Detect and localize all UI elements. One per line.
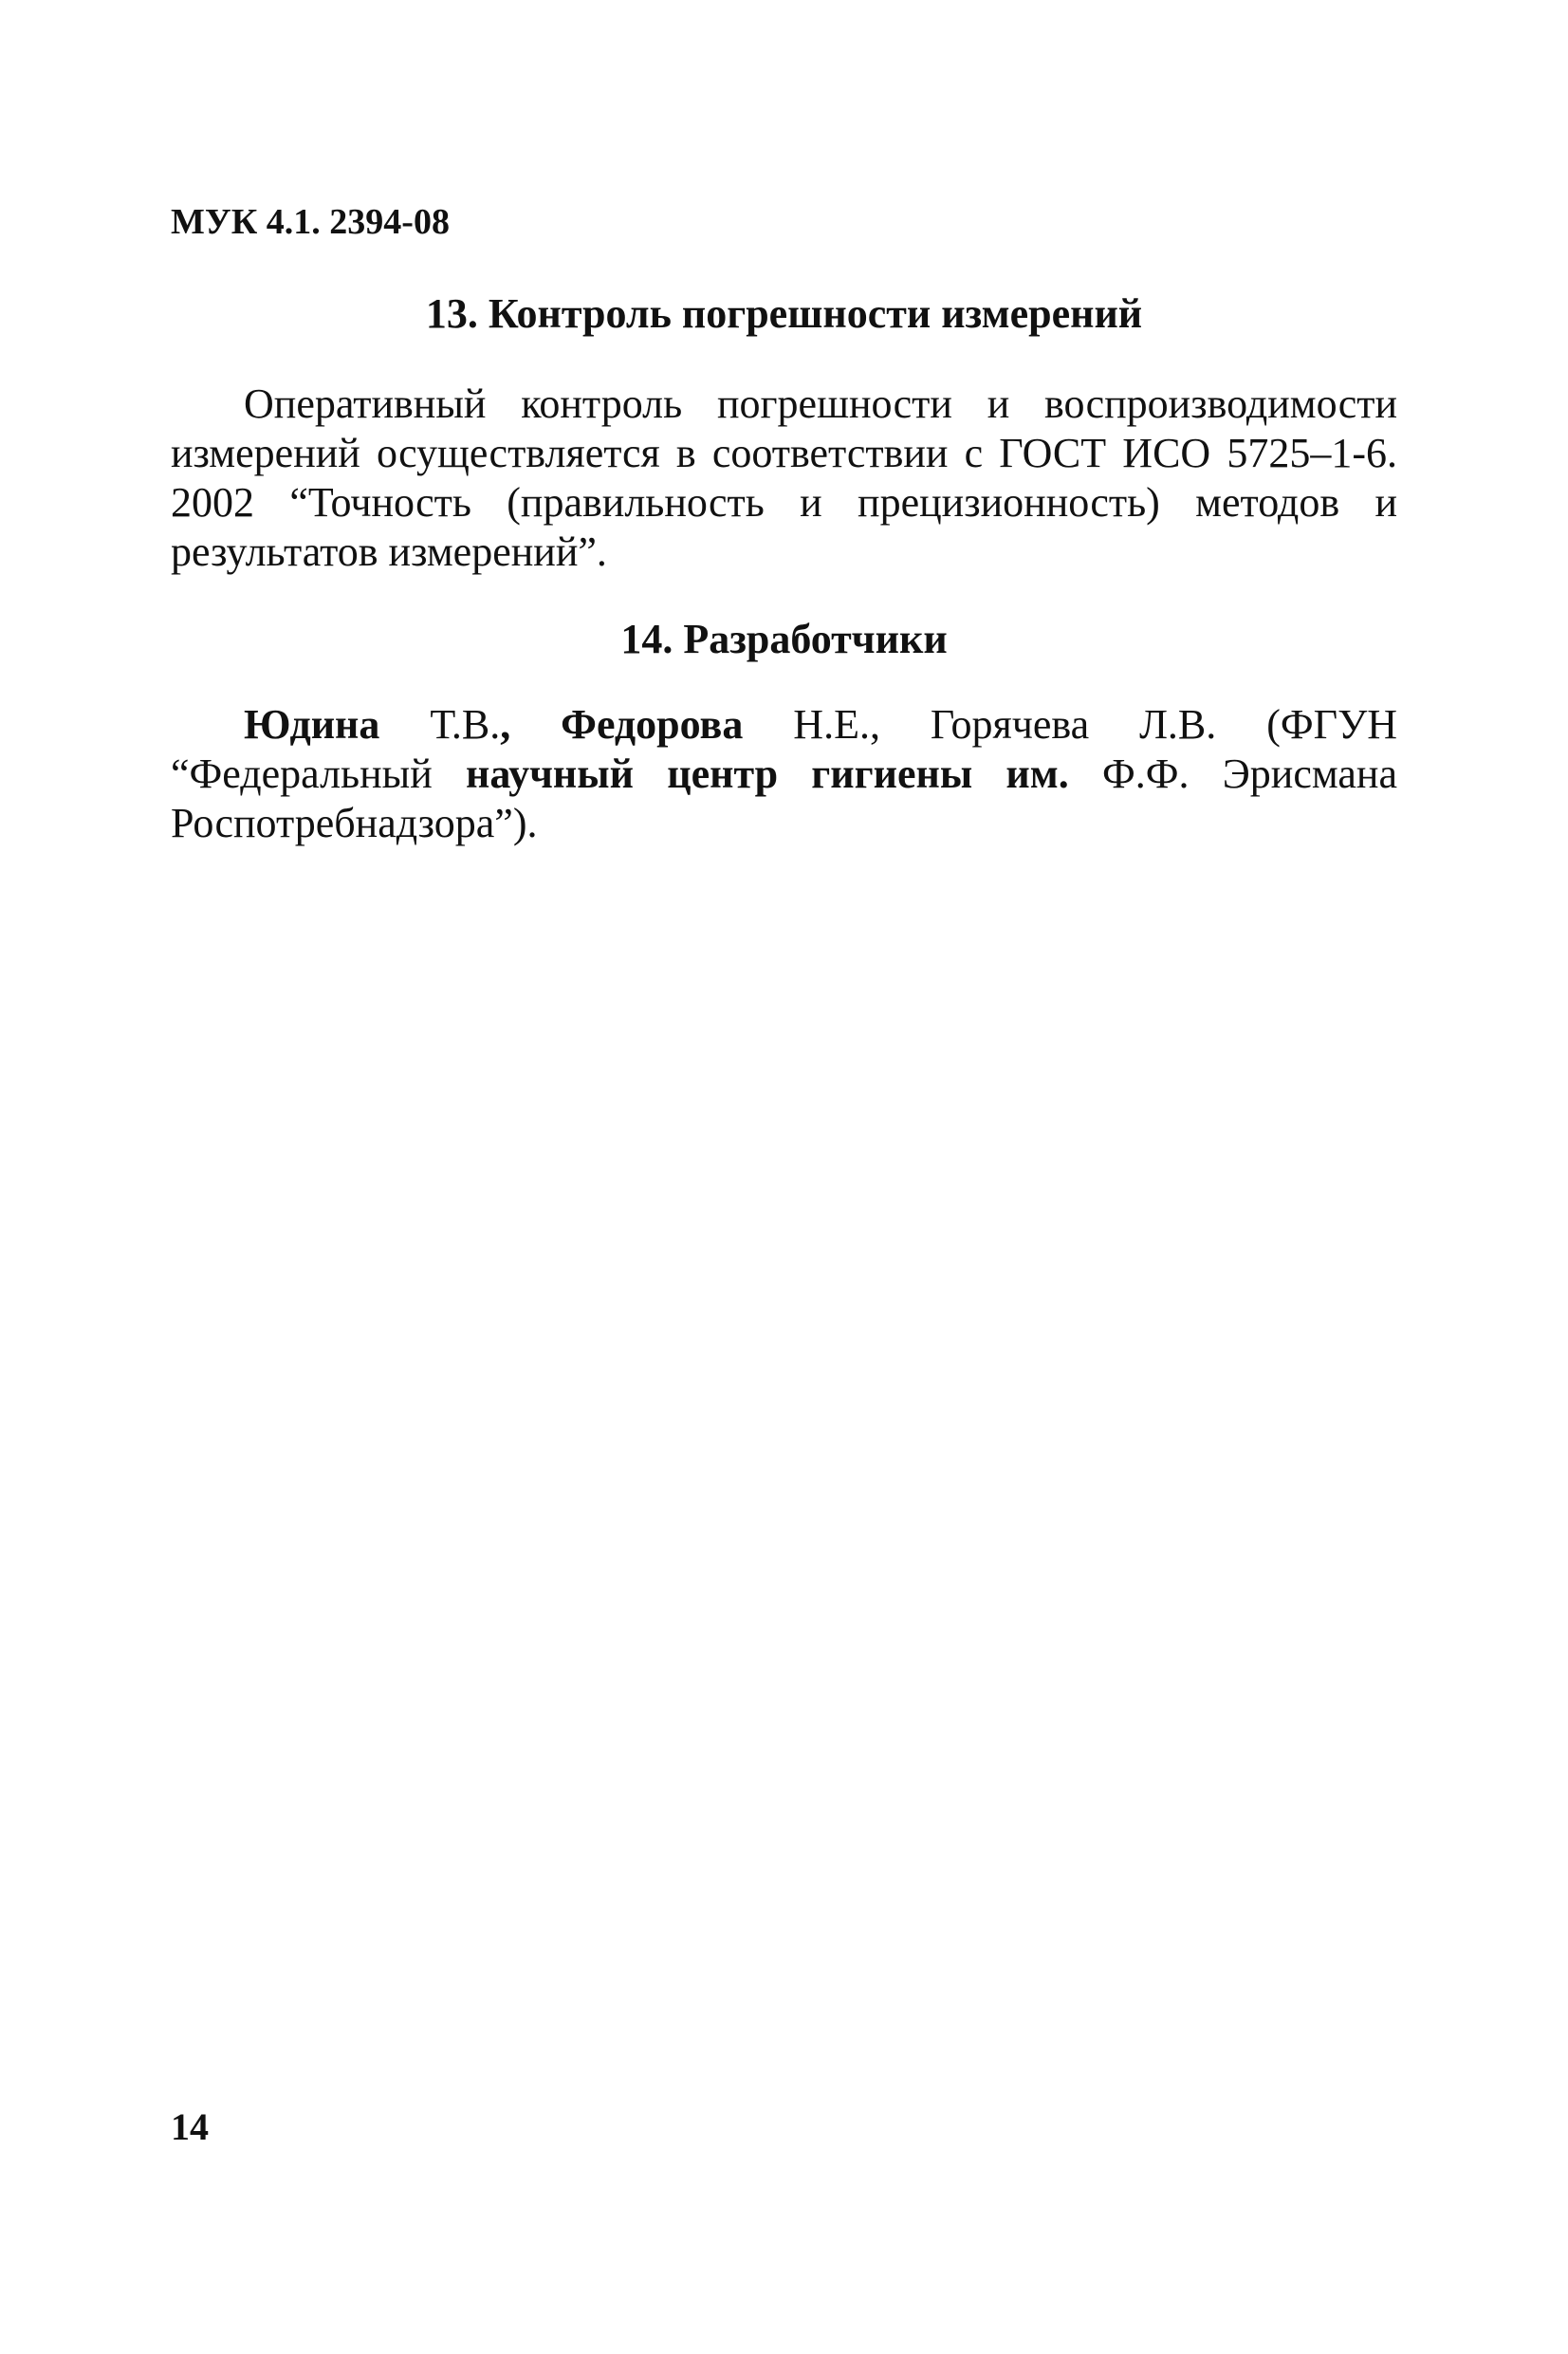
page-number: 14 <box>171 2105 209 2148</box>
institution-name-rest: Ф.Ф. Эрисмана Роспотребнадзора”). <box>171 751 1398 846</box>
section-13-paragraph: Оперативный контроль погрешности и воспроизводимости измерений осуществляется в соответствии с ГОСТ ИСО 5725–1-6. 2002 “Точность (правильность и прецизионность) методов и результатов измерений”. <box>171 380 1397 575</box>
separator: , <box>500 701 511 748</box>
institution-name-bold: научный центр гигиены им. <box>432 751 1069 797</box>
developer-rest: Н.Е., Горячева Л.В. (ФГУН “Федеральный <box>171 701 1398 797</box>
section-14-heading: 14. Разработчики <box>620 616 948 662</box>
developer-initials-1: Т.В. <box>379 701 501 748</box>
section-14-developers-paragraph <box>171 700 1397 848</box>
developer-name-2: Федорова <box>510 701 744 748</box>
document-code: МУК 4.1. 2394-08 <box>171 202 450 242</box>
developer-name-1: Юдина <box>244 701 380 748</box>
section-13-heading: 13. Контроль погрешности измерений <box>425 290 1143 337</box>
